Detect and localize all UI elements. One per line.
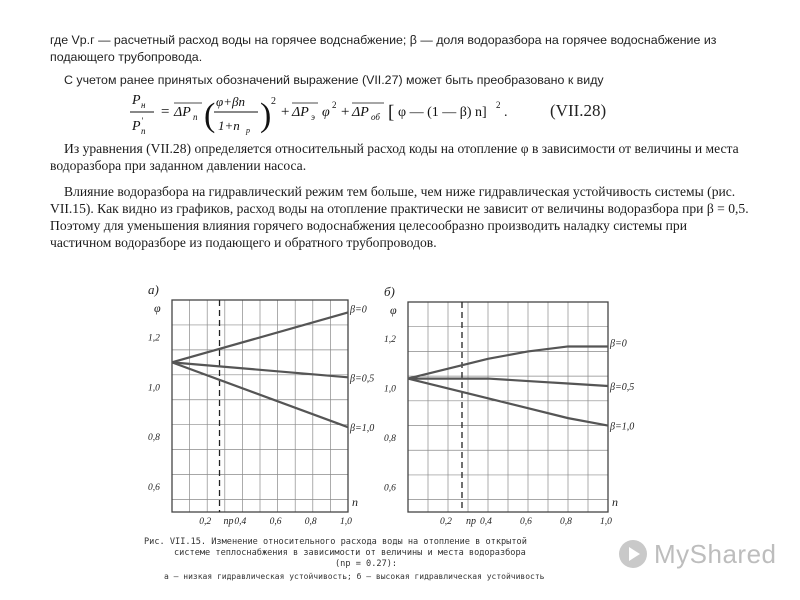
np-marker-label: nр [466, 516, 476, 527]
myshared-watermark [618, 538, 777, 570]
svg-text:ΔP: ΔP [174, 105, 191, 120]
x-tick-label: 1,0 [340, 517, 352, 527]
svg-text:+: + [280, 104, 291, 120]
y-axis-label: φ [154, 301, 161, 315]
series-label: β=0,5 [610, 382, 635, 393]
svg-text:': ' [141, 116, 143, 126]
panel-label: б) [384, 284, 395, 299]
formula-vii-28 [130, 86, 650, 138]
svg-text:1+n: 1+n [218, 118, 240, 133]
svg-text:φ+βn: φ+βn [216, 94, 245, 109]
series-label: β=0 [610, 338, 627, 350]
x-tick-label: 0,4 [480, 517, 492, 527]
figure-caption-line-3: (nр = 0.27): [335, 559, 398, 569]
svg-text:ΔP: ΔP [352, 105, 369, 120]
influence-paragraph: Влияние водоразбора на гидравлический режим тем больше, чем ниже гидравлическая устойчивость системы (рис. VII.15). Как видно из графиков, расход воды на отопление практически не зависит от величины водоразбора при β = 0,5. Поэтому для уменьшения влияния горячего водоснабжения целесообразно производить наладку системы при частичном водоразборе из подающего и обратного трубопроводов. [50, 184, 749, 250]
chart-panel-a [148, 282, 374, 527]
series-label: β=0 [350, 304, 367, 316]
svg-text:р: р [246, 126, 250, 135]
y-tick-label: 1,2 [384, 335, 396, 346]
x-tick-label: 0,8 [560, 517, 572, 527]
x-axis-label: n [352, 495, 358, 509]
svg-text:=: = [160, 104, 171, 120]
intro-paragraph: где Vр.г — расчетный расход воды на горячее водснабжение; β — доля водоразбора на горячее водоснабжение из подающего трубопровода. [50, 33, 717, 64]
svg-text:φ: φ [322, 105, 330, 120]
myshared-logo-icon [618, 539, 648, 569]
x-tick-label: 0,2 [199, 517, 212, 527]
series-label: β=1,0 [350, 423, 375, 435]
transform-paragraph: С учетом ранее принятых обозначений выражение (VII.27) может быть преобразовано к виду [64, 73, 604, 87]
x-tick-label: 0,8 [304, 517, 317, 527]
x-tick-label: 1,0 [600, 517, 612, 527]
y-tick-label: 1,2 [148, 333, 160, 344]
y-tick-label: 0,6 [148, 483, 160, 494]
svg-text:.: . [504, 105, 508, 120]
svg-text:об: об [371, 112, 380, 122]
y-tick-label: 1,0 [384, 384, 396, 395]
svg-text:ΔP: ΔP [292, 105, 309, 120]
svg-text:2: 2 [496, 100, 501, 110]
np-marker-label: nр [223, 516, 234, 527]
figure-caption-line-1: Рис. VII.15. Изменение относительного расхода воды на отопление в открытой [144, 537, 527, 547]
chart-panel-b [384, 284, 634, 527]
y-tick-label: 0,8 [148, 433, 160, 444]
svg-text:[: [ [388, 102, 395, 123]
equation-paragraph: Из уравнения (VII.28) определяется относительный расход коды на отопление φ в зависимости от величины и места водоразбора при заданном давлении насоса. [50, 141, 739, 173]
svg-text:п: п [141, 126, 146, 136]
y-tick-label: 0,6 [384, 483, 396, 494]
svg-text:P: P [132, 93, 141, 108]
x-tick-label: 0,4 [234, 517, 247, 527]
figure-caption-line-4: а — низкая гидравлическая устойчивость; б — высокая гидравлическая устойчивость [164, 572, 545, 581]
svg-text:(: ( [204, 97, 216, 134]
y-tick-label: 0,8 [384, 433, 396, 444]
svg-text:P: P [132, 119, 141, 134]
svg-text:н: н [141, 100, 146, 110]
svg-text:φ — (1 — β) n]: φ — (1 — β) n] [398, 105, 487, 120]
y-tick-label: 1,0 [148, 383, 160, 394]
formula-number: (VII.28) [550, 101, 607, 120]
x-tick-label: 0,2 [440, 517, 452, 527]
figure-caption-line-2: системе теплоснабжения в зависимости от величины и места водоразбора [174, 548, 526, 558]
svg-text:2: 2 [332, 100, 337, 110]
x-tick-label: 0,6 [269, 517, 282, 527]
series-label: β=1,0 [610, 421, 635, 433]
svg-text:): ) [260, 97, 272, 134]
svg-text:п: п [193, 112, 198, 122]
figure-vii-15 [130, 278, 650, 590]
series-label: β=0,5 [350, 373, 375, 385]
svg-text:э: э [311, 112, 315, 122]
panel-label: а) [148, 282, 159, 297]
svg-text:+: + [340, 104, 351, 120]
y-axis-label: φ [390, 303, 397, 317]
svg-text:2: 2 [271, 96, 276, 107]
x-axis-label: n [612, 495, 618, 509]
watermark-text: MyShared [654, 538, 777, 569]
x-tick-label: 0,6 [520, 517, 532, 527]
